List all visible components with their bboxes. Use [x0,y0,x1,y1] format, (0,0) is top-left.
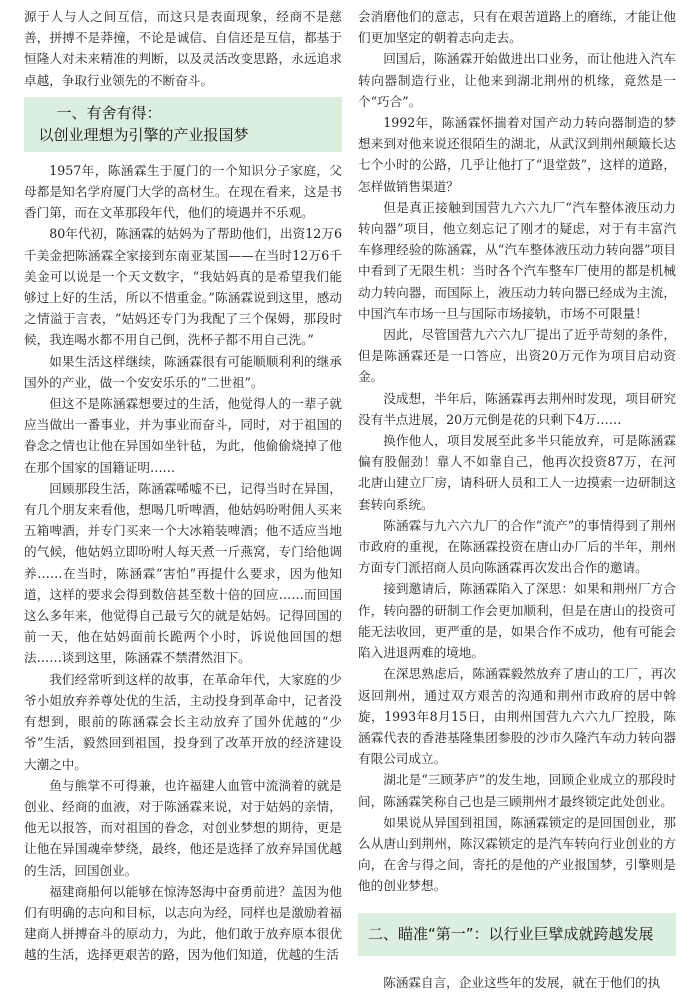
paragraph: 因此，尽管国营九六六九厂提出了近乎苛刻的条件，但是陈涵霖还是一口答应，出资20万元作为项目启动资金。 [358,327,676,385]
paragraph: 回顾那段生活，陈涵霖唏嘘不已，记得当时在异国，有几个朋友来看他，想喝几听啤酒，他姑妈吩咐佣人买来五箱啤酒，并专门买来一个大冰箱装啤酒；他不适应当地的气候，他姑妈立即吩咐人每天煮一斤燕窝，专门给他调养……在当时，陈涵霖“害怕”再提什么要求，因为他知道，这样的要求会得到数倍甚至数十倍的回应……而回国这么多年来，他觉得自己最亏欠的就是姑妈。记得回国的前一天，他在姑妈面前长跪两个小时，诉说他回国的想法……谈到这里，陈涵霖不禁潸然泪下。 [24,480,342,666]
section1-heading-line2: 以创业理想为引擎的产业报国梦 [38,125,249,144]
section1-heading-line1: 一、有舍有得： [56,103,162,122]
continuation-paragraph: 会消磨他们的意志，只有在艰苦道路上的磨练，才能让他们更加坚定的朝着志向走去。 [358,9,676,46]
right-column [358,6,676,993]
left-column [24,6,342,966]
paragraph: 我们经常听到这样的故事，在革命年代，大家庭的少爷小姐放弃养尊处优的生活，主动投身到革命中，记者没有想到，眼前的陈涵霖会长主动放弃了国外优越的“少爷”生活，毅然回到祖国，投身到了改革开放的经济建设大潮之中。 [24,671,342,772]
paragraph: 80年代初，陈涵霖的姑妈为了帮助他们，出资12万6千美金把陈涵霖全家接到东南亚某国——在当时12万6千美金可以说是一个天文数字，“我姑妈真的是希望我们能够过上好的生活，所以不惜重金。”陈涵霖说到这里，感动之情溢于言表，“姑妈还专门为我配了三个保姆，那段时候，我连喝水都不用自己倒，洗杯子都不用自己洗。” [24,226,342,348]
paragraph: 但这不是陈涵霖想要过的生活，他觉得人的一辈子就应当做出一番事业，并为事业而奋斗，同时，对于祖国的眷念之情也让他在异国如坐针毡，为此，他偷偷烧掉了他在那个国家的国籍证明…… [24,396,342,475]
paragraph: 回国后，陈涵霖开始做进出口业务，而让他进入汽车转向器制造行业，让他来到湖北荆州的机缘，竟然是一个“巧合”。 [358,51,676,109]
intro-paragraph: 源于人与人之间互信，而这只是表面现象，经商不是慈善，拼搏不是莽撞，不论是诚信、自信还是互信，都基于恒隆人对未来精准的判断，以及灵活改变思路，永远追求卓越，争取行业领先的不断奋斗。 [24,9,342,88]
closing-paragraph: 陈涵霖自言，企业这些年的发展，就在于他们的执 [383,974,661,990]
paragraph: 湖北是“三顾茅庐”的发生地，回顾企业成立的那段时间，陈涵霖笑称自己也是三顾荆州才最终锁定此处创业。 [358,772,676,809]
paragraph: 鱼与熊掌不可得兼，也许福建人血管中流淌着的就是创业、经商的血液，对于陈涵霖来说，对于姑妈的亲情，他无以报答，而对祖国的眷念，对创业梦想的期待，更是让他在异国魂牵梦绕，最终，他还是选择了放弃异国优越的生活，回国创业。 [24,777,342,878]
paragraph: 如果生活这样继续，陈涵霖很有可能顺顺利利的继承国外的产业，做一个安安乐乐的“二世祖”。 [24,353,342,390]
paragraph: 没成想，半年后，陈涵霖再去荆州时发现，项目研究没有半点进展，20万元倒是花的只剩下4万…… [358,390,676,427]
paragraph: 但是真正接触到国营九六六九厂“汽车整体液压动力转向器”项目，他立刻忘记了刚才的疑虑，对于有丰富汽车修理经验的陈涵霖，从“汽车整体液压动力转向器”项目中看到了无限生机：当时各个汽车整车厂使用的都是机械动力转向器，而国际上，液压动力转向器已经成为主流，中国汽车市场一旦与国际市场接轨，市场不可限量！ [358,199,676,321]
section1-heading [24,97,342,152]
paragraph: 1992年，陈涵霖怀揣着对国产动力转向器制造的梦想来到对他来说还很陌生的湖北，从武汉到荆州颠簸长达七个小时的公路，几乎让他打了“退堂鼓”，这样的道路，怎样做销售渠道？ [358,115,676,194]
paragraph: 换作他人，项目发展至此多半只能放弃，可是陈涵霖偏有股倔劲！靠人不如靠自己，他再次投资87万，在河北唐山建立厂房，请科研人员和工人一边摸索一边研制这套转向系统。 [358,433,676,512]
section2-heading: 二、瞄准“第一”：以行业巨擘成就跨越发展 [358,913,676,956]
paragraph: 陈涵霖与九六六九厂的合作“流产”的事情得到了荆州市政府的重视，在陈涵霖投资在唐山办厂后的半年，荆州方面专门派招商人员向陈涵霖再次发出合作的邀请。 [358,517,676,576]
paragraph: 如果说从异国到祖国，陈涵霖锁定的是回国创业，那么从唐山到荆州，陈汉霖锁定的是汽车转向行业创业的方向，在舍与得之间，寄托的是他的产业报国梦，引擎则是他的创业梦想。 [358,814,676,894]
paragraph: 接到邀请后，陈涵霖陷入了深思：如果和荆州厂方合作，转向器的研制工作会更加顺利，但是在唐山的投资可能无法收回，更严重的是，如果合作不成功，他有可能会陷入进退两难的境地。 [358,581,676,661]
paragraph: 福建商船何以能够在惊涛怒海中奋勇前进？盖因为他们有明确的志向和目标，以志向为经，同样也是激励着福建商人拼搏奋斗的原动力，为此，他们敢于放弃原本很优越的生活，选择更艰苦的路，因为他们知道，优越的生活 [24,883,342,963]
paragraph: 1957年，陈涵霖生于厦门的一个知识分子家庭，父母都是知名学府厦门大学的高材生。在现在看来，这是书香门第，而在文革那段年代，他们的境遇并不乐观。 [24,162,342,221]
paragraph: 在深思熟虑后，陈涵霖毅然放弃了唐山的工厂，再次返回荆州，通过双方艰苦的沟通和荆州市政府的居中斡旋，1993年8月15日，由荆州国营九六六九厂控股，陈涵霖代表的香港基隆集团参股的沙市久隆汽车动力转向器有限公司成立。 [358,666,676,767]
